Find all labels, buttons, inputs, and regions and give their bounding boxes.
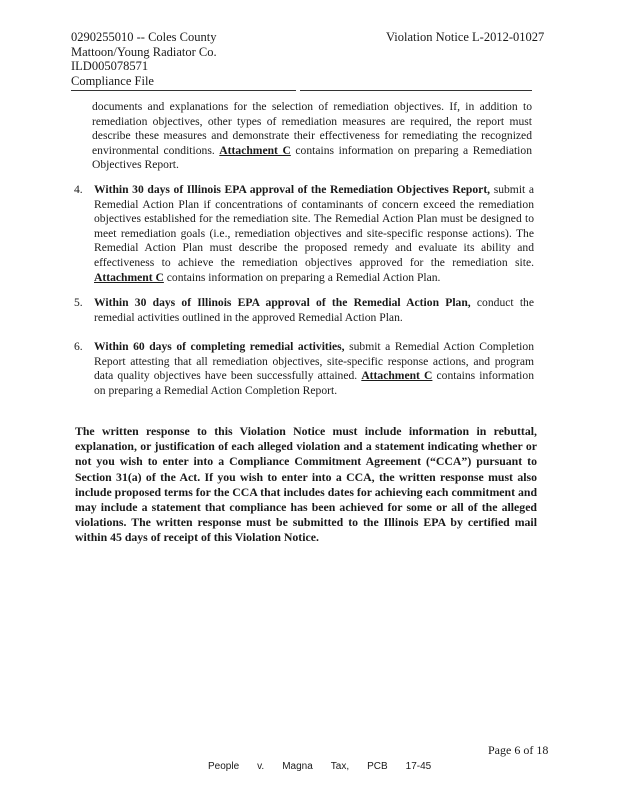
list-item: 6. Within 60 days of completing remedial activities, submit a Remedial Action Completion Report attesting that all remediation objectives, site-specific response actions, and program data quality objectives have been successfully attained. Attachment C contains information on preparing a Remedial Action Completion Report. — [74, 340, 535, 397]
item-number: 5. — [74, 296, 83, 309]
attachment-link: Attachment C — [219, 143, 291, 157]
footer-case-caption: People v. Magna Tax, PCB 17-45 — [208, 761, 432, 772]
header-facility-id: 0290255010 -- Coles County — [71, 30, 217, 44]
header-rule-left — [71, 90, 296, 91]
item-lead: Within 30 days of Illinois EPA approval of the Remediation Objectives Report, — [94, 183, 491, 196]
header-left — [71, 30, 217, 88]
header-rule-right — [300, 90, 532, 91]
list-item: 4. Within 30 days of Illinois EPA approval of the Remediation Objectives Report, submit a Remedial Action Plan if concentrations of contaminants of concern exceed the remediation objectives established for the remediation site. The Remedial Action Plan must be designed to meet remediation goals (i.e., remediation objectives and site-specific response actions). The Remedial Action Plan must describe the proposed remedy and evaluate its ability and effectiveness to achieve the remediation objectives approved for the remediation site. Attachment C contains information on preparing a Remedial Action Plan. — [74, 183, 534, 284]
header-file-type: Compliance File — [71, 73, 154, 88]
item-lead: Within 60 days of completing remedial activities, — [94, 340, 345, 353]
continuation-paragraph: documents and explanations for the selection of remediation objectives. If, in addition to remediation objectives, other types of remediation measures are required, the report must describe these measures and demonstrate their effectiveness for remediating the recognized environmental conditions. Attachment C contains information on preparing a Remediation Objectives Report. — [92, 100, 533, 172]
attachment-link: Attachment C — [361, 369, 433, 383]
list-item: 5. Within 30 days of Illinois EPA approval of the Remedial Action Plan, conduct the remedial activities outlined in the approved Remedial Action Plan. — [74, 296, 534, 324]
header-epa-id: ILD005078571 — [71, 59, 149, 73]
item-lead: Within 30 days of Illinois EPA approval of the Remedial Action Plan, — [94, 296, 471, 309]
header-facility-name: Mattoon/Young Radiator Co. — [71, 44, 217, 59]
page-number: Page 6 of 18 — [488, 743, 549, 757]
item-number: 4. — [74, 183, 83, 196]
attachment-link: Attachment C — [94, 270, 164, 284]
item-number: 6. — [74, 340, 83, 353]
closing-paragraph: The written response to this Violation Notice must include information in rebuttal, explanation, or justification of each alleged violation and a statement indicating whether or not you wish to enter into a Compliance Commitment Agreement (“CCA”) pursuant to Section 31(a) of the Act. If you wish to enter into a CCA, the written response must also include proposed terms for the CCA that includes dates for achieving each commitment and may include a statement that compliance has been achieved for some or all of the alleged violations. The written response must be submitted to the Illinois EPA by certified mail within 45 days of receipt of this Violation Notice. — [75, 424, 537, 545]
header-violation-notice: Violation Notice L-2012-01027 — [386, 30, 545, 44]
